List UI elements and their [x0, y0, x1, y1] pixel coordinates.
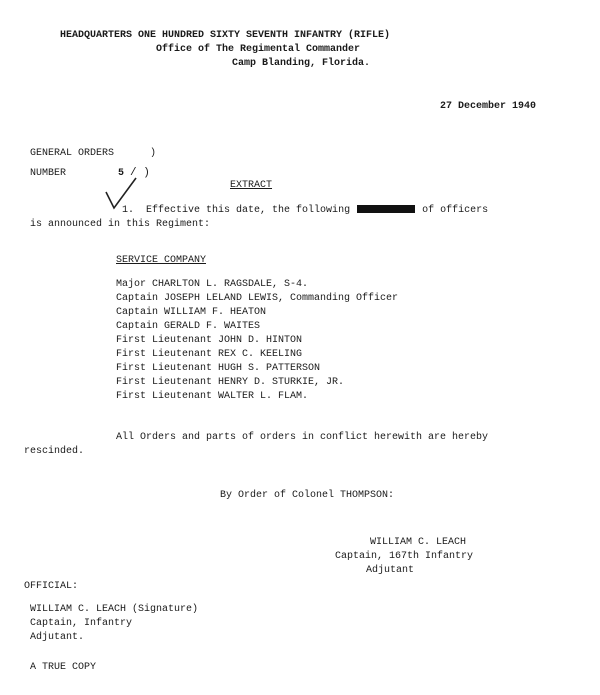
paragraph-text-before: Effective this date, the following — [146, 205, 351, 216]
order-date: 27 December 1940 — [440, 101, 537, 112]
official-title: Captain, Infantry — [30, 618, 133, 629]
slash-mark: / ) — [130, 167, 150, 179]
paragraph-number: 1. — [122, 205, 135, 216]
officer-entry: Captain WILLIAM F. HEATON — [116, 307, 267, 318]
officer-entry: First Lieutenant HENRY D. STURKIE, JR. — [116, 377, 345, 388]
officer-entry: First Lieutenant REX C. KEELING — [116, 349, 303, 360]
general-orders-label: GENERAL ORDERS — [30, 148, 115, 159]
number-label: NUMBER — [30, 168, 67, 179]
official-role: Adjutant. — [30, 632, 85, 643]
officer-entry: First Lieutenant JOHN D. HINTON — [116, 335, 303, 346]
rescind-line1: All Orders and parts of orders in conflict herewith are hereby — [116, 432, 489, 443]
official-label: OFFICIAL: — [24, 581, 79, 592]
extract-label: EXTRACT — [230, 180, 273, 191]
by-order-line: By Order of Colonel THOMPSON: — [220, 490, 395, 501]
number-value: 5 — [118, 168, 125, 179]
header-office: Office of The Regimental Commander — [156, 44, 361, 55]
paragraph-text-after: of officers — [422, 205, 489, 216]
rescind-line2: rescinded. — [24, 446, 85, 457]
officer-entry: First Lieutenant HUGH S. PATTERSON — [116, 363, 321, 374]
redaction-bar — [357, 205, 415, 213]
officer-entry: First Lieutenant WALTER L. FLAM. — [116, 391, 309, 402]
officer-entry: Major CHARLTON L. RAGSDALE, S-4. — [116, 279, 309, 290]
general-orders-paren: ) — [150, 148, 157, 159]
true-copy-stamp: A TRUE COPY — [30, 662, 97, 673]
header-unit: HEADQUARTERS ONE HUNDRED SIXTY SEVENTH INFANTRY (RIFLE) — [60, 30, 391, 41]
paragraph-1 — [122, 205, 488, 217]
signatory-title: Captain, 167th Infantry — [335, 551, 474, 562]
header-location: Camp Blanding, Florida. — [232, 58, 371, 69]
paragraph-1-line2: is announced in this Regiment: — [30, 219, 211, 230]
signatory-name: WILLIAM C. LEACH — [370, 537, 467, 548]
signatory-role: Adjutant — [366, 565, 415, 576]
officer-entry: Captain JOSEPH LELAND LEWIS, Commanding Officer — [116, 293, 399, 304]
officer-entry: Captain GERALD F. WAITES — [116, 321, 261, 332]
company-heading: SERVICE COMPANY — [116, 255, 207, 266]
official-signature: WILLIAM C. LEACH (Signature) — [30, 604, 199, 615]
